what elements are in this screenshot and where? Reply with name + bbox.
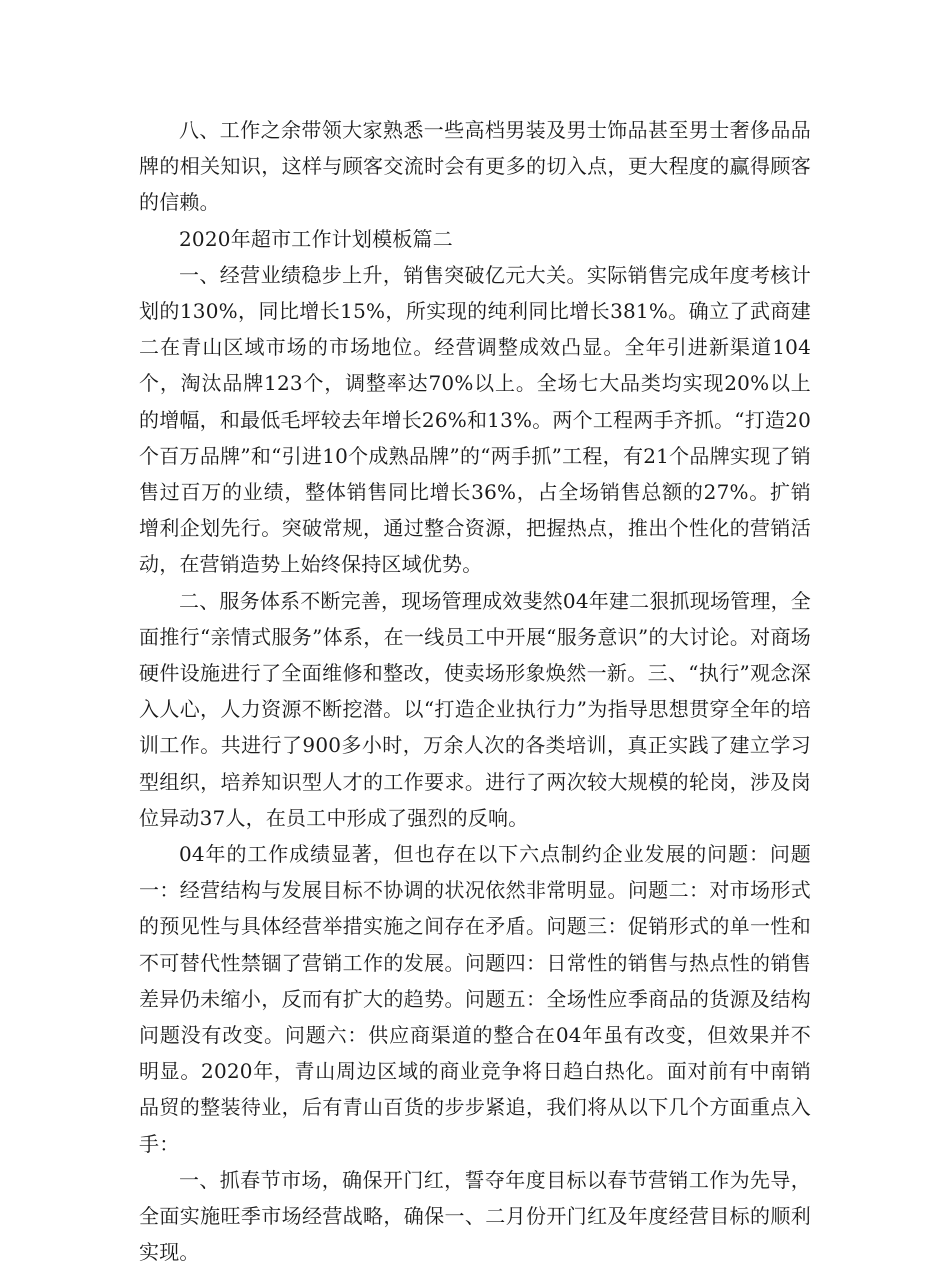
paragraph-1: 八、工作之余带领大家熟悉一些高档男装及男士饰品甚至男士奢侈品品牌的相关知识，这样与顾客交流时会有更多的切入点，更大程度的赢得顾客的信赖。 xyxy=(139,118,811,215)
paragraph-2: 一、经营业绩稳步上升，销售突破亿元大关。实际销售完成年度考核计划的130%，同比增长15%，所实现的纯利同比增长381%。确立了武商建二在青山区域市场的市场地位。经营调整成效凸显。全年引进新渠道104个，淘汰品牌123个，调整率达70%以上。全场七大品类均实现20%以上的增幅，和最低毛坪较去年增长26%和13%。两个工程两手齐抓。“打造20个百万品牌”和“引进10个成熟品牌”的“两手抓”工程，有21个品牌实现了销售过百万的业绩，整体销售同比增长36%，占全场销售总额的27%。扩销增利企划先行。突破常规，通过整合资源，把握热点，推出个性化的营销活动，在营销造势上始终保持区域优势。 xyxy=(139,262,811,577)
document-body xyxy=(139,112,811,1271)
paragraph-4: 04年的工作成绩显著，但也存在以下六点制约企业发展的问题：问题一：经营结构与发展目标不协调的状况依然非常明显。问题二：对市场形式的预见性与具体经营举措实施之间存在矛盾。问题三：促销形式的单一性和不可替代性禁锢了营销工作的发展。问题四：日常性的销售与热点性的销售差异仍未缩小，反而有扩大的趋势。问题五：全场性应季商品的货源及结构问题没有改变。问题六：供应商渠道的整合在04年虽有改变，但效果并不明显。2020年，青山周边区域的商业竞争将日趋白热化。面对前有中南销品贸的整装待业，后有青山百货的步步紧追，我们将从以下几个方面重点入手： xyxy=(139,842,811,1156)
paragraph-5: 一、抓春节市场，确保开门红，誓夺年度目标以春节营销工作为先导，全面实施旺季市场经营战略，确保一、二月份开门红及年度经营目标的顺利实现。 xyxy=(139,1167,811,1265)
paragraph-3: 二、服务体系不断完善，现场管理成效斐然04年建二狠抓现场管理，全面推行“亲情式服务”体系，在一线员工中开展“服务意识”的大讨论。对商场硬件设施进行了全面维修和整改，使卖场形象焕然一新。三、“执行”观念深入人心，人力资源不断挖潜。以“打造企业执行力”为指导思想贯穿全年的培训工作。共进行了900多小时，万余人次的各类培训，真正实践了建立学习型组织，培养知识型人才的工作要求。进行了两次较大规模的轮岗，涉及岗位异动37人，在员工中形成了强烈的反响。 xyxy=(139,588,811,830)
section-heading: 2020年超市工作计划模板篇二 xyxy=(179,226,453,251)
